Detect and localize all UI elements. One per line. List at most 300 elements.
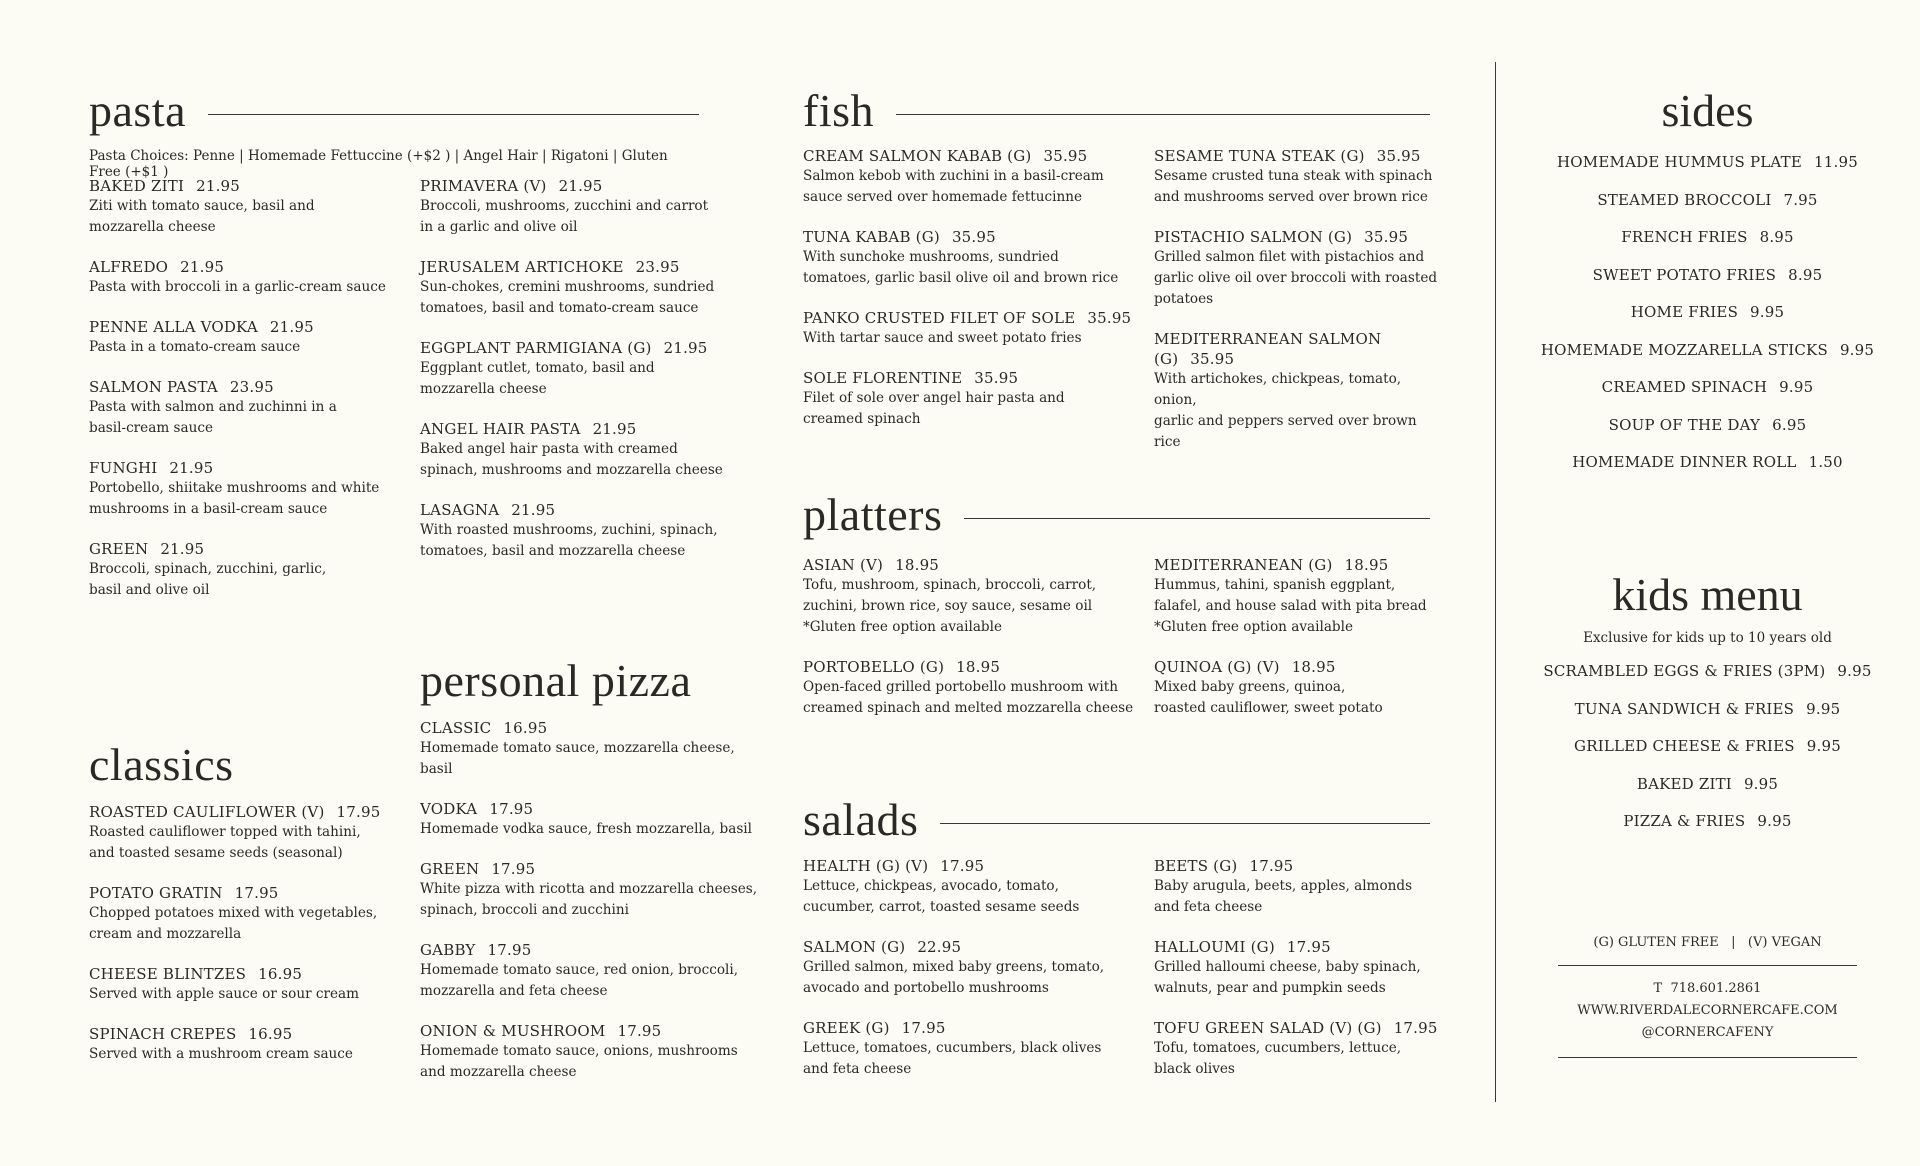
menu-item-description: creamed spinach — [803, 411, 921, 427]
list-item-price: 9.95 — [1743, 774, 1779, 793]
menu-item — [420, 799, 760, 840]
list-item — [1530, 369, 1885, 407]
menu-item-name: GABBY — [420, 941, 476, 959]
menu-item-name: GREEN — [420, 860, 480, 878]
list-item-price: 7.95 — [1783, 190, 1818, 209]
menu-item-description: spinach, broccoli and zucchini — [420, 902, 629, 918]
pizza-column — [420, 718, 760, 1083]
menu-item-description: Served with a mushroom cream sauce — [89, 1046, 353, 1062]
menu-item-name: GREEK (G) — [803, 1019, 890, 1037]
menu-item — [803, 146, 1143, 208]
menu-item-name: PORTOBELLO (G) — [803, 658, 945, 676]
menu-item-header — [89, 539, 409, 559]
menu-item — [803, 657, 1143, 719]
list-item-name: SOUP OF THE DAY — [1608, 415, 1761, 434]
menu-item-name: SOLE FLORENTINE — [803, 369, 963, 387]
column-divider — [1495, 62, 1496, 1102]
list-item-name: HOMEMADE HUMMUS PLATE — [1557, 153, 1803, 171]
menu-item-description: Salmon kebob with zuchini in a basil-cream — [803, 168, 1104, 184]
menu-item — [420, 1021, 760, 1083]
menu-item-description: falafel, and house salad with pita bread — [1154, 598, 1427, 614]
platters-rule — [964, 518, 1430, 519]
menu-item-price: 21.95 — [160, 540, 205, 558]
platters-right-column — [1154, 555, 1444, 719]
menu-item-header — [89, 377, 409, 397]
menu-item-name: TUNA KABAB (G) — [803, 228, 940, 246]
list-item — [1530, 803, 1885, 841]
list-item — [1530, 653, 1885, 691]
menu-item-price: 35.95 — [1190, 350, 1235, 368]
menu-item — [89, 176, 409, 238]
menu-item-name: BEETS (G) — [1154, 857, 1238, 875]
menu-item-name: ASIAN (V) — [803, 556, 884, 574]
list-item-name: GRILLED CHEESE & FRIES — [1574, 737, 1795, 755]
menu-item-name: CLASSIC — [420, 719, 492, 737]
list-item-price: 8.95 — [1759, 228, 1794, 246]
list-item-name: BAKED ZITI — [1636, 774, 1732, 793]
contact-info — [1558, 978, 1857, 1044]
menu-item — [803, 555, 1143, 638]
menu-item-header — [1154, 555, 1444, 575]
footer-rule-bottom — [1558, 1057, 1857, 1058]
menu-item — [803, 856, 1143, 918]
menu-item-header — [89, 458, 409, 478]
menu-item-name: PRIMAVERA (V) — [420, 177, 547, 195]
menu-item-price: 17.95 — [617, 1022, 662, 1040]
salads-rule — [940, 823, 1430, 824]
menu-item-price: 18.95 — [1291, 658, 1336, 676]
diet-legend: (G) GLUTEN FREE | (V) VEGAN — [1593, 935, 1822, 950]
menu-item — [1154, 1018, 1444, 1080]
menu-item-name: SPINACH CREPES — [89, 1025, 237, 1043]
menu-item-header — [89, 964, 409, 984]
menu-item-header — [420, 718, 760, 738]
menu-item-description: Pasta with salmon and zuchinni in a — [89, 399, 337, 415]
menu-item-name: POTATO GRATIN — [89, 884, 223, 902]
list-item-name: FRENCH FRIES — [1621, 228, 1748, 246]
list-item-price: 9.95 — [1757, 812, 1792, 830]
menu-item — [1154, 329, 1444, 453]
menu-item-description: *Gluten free option available — [803, 619, 1003, 635]
menu-item-description: avocado and portobello mushrooms — [803, 980, 1049, 996]
menu-item-description: Grilled salmon, mixed baby greens, tomato, — [803, 959, 1105, 975]
menu-item-description: zuchini, brown rice, soy sauce, sesame oil — [803, 598, 1093, 614]
menu-item-description: Baby arugula, beets, apples, almonds — [1154, 878, 1413, 894]
pizza-section — [420, 655, 750, 706]
menu-item-header — [420, 419, 750, 439]
menu-item-header — [89, 883, 409, 903]
list-item-price: 9.95 — [1837, 662, 1872, 680]
footer-rule-top — [1558, 965, 1857, 966]
menu-item — [1154, 856, 1444, 918]
menu-item-description: tomatoes, basil and mozzarella cheese — [420, 543, 686, 559]
menu-item-name: FUNGHI — [89, 459, 158, 477]
menu-item-price: 16.95 — [258, 965, 303, 983]
menu-item-price: 23.95 — [635, 258, 680, 276]
menu-item-description: Broccoli, spinach, zucchini, garlic, — [89, 561, 327, 577]
menu-item-name: PENNE ALLA VODKA — [89, 318, 258, 336]
menu-item-description: *Gluten free option available — [1154, 619, 1354, 635]
menu-item-description: and mozzarella cheese — [420, 1064, 577, 1080]
menu-item-header — [89, 257, 409, 277]
menu-item-description: Broccoli, mushrooms, zucchini and carrot — [420, 198, 709, 214]
menu-item-description: Served with apple sauce or sour cream — [89, 986, 360, 1002]
menu-item-price: 35.95 — [1364, 228, 1409, 246]
sides-title: sides — [1661, 85, 1754, 136]
menu-item — [89, 257, 409, 298]
menu-item-description: Baked angel hair pasta with creamed — [420, 441, 678, 457]
list-item-price: 8.95 — [1788, 265, 1823, 284]
menu-item-price: 35.95 — [951, 228, 996, 246]
menu-item-price: 22.95 — [917, 938, 962, 956]
list-item-price: 1.50 — [1808, 453, 1843, 471]
menu-item-price: 17.95 — [940, 857, 985, 875]
menu-item-header — [1154, 146, 1444, 166]
menu-item-description: potatoes — [1154, 291, 1214, 307]
menu-item-description: and mushrooms served over brown rice — [1154, 189, 1428, 205]
menu-item-header — [420, 859, 760, 879]
menu-item-description: mozzarella cheese — [89, 219, 216, 235]
menu-item-header — [803, 146, 1143, 166]
menu-item-name: ONION & MUSHROOM — [420, 1022, 606, 1040]
menu-item-price: 17.95 — [487, 941, 532, 959]
menu-item-name: QUINOA (G) (V) — [1154, 658, 1280, 676]
menu-item-name: ROASTED CAULIFLOWER (V) — [89, 803, 325, 821]
menu-item — [89, 883, 409, 945]
menu-item-name: GREEN — [89, 540, 149, 558]
website-link[interactable]: WWW.RIVERDALECORNERCAFE.COM — [1577, 1003, 1838, 1018]
menu-item-price: 35.95 — [1043, 147, 1088, 165]
menu-item-name: EGGPLANT PARMIGIANA (G) — [420, 339, 652, 357]
social-handle[interactable]: @CORNERCAFENY — [1641, 1025, 1774, 1040]
pasta-rule — [208, 114, 699, 115]
list-item-name: HOME FRIES — [1630, 303, 1739, 321]
menu-item-description: Sun-chokes, cremini mushrooms, sundried — [420, 279, 715, 295]
menu-item-header — [420, 1021, 760, 1041]
platters-left-column — [803, 555, 1143, 719]
menu-item — [1154, 657, 1444, 719]
menu-item-header — [420, 940, 760, 960]
list-item-name: PIZZA & FRIES — [1623, 812, 1746, 830]
menu-item-header — [803, 856, 1143, 876]
menu-item-name: CREAM SALMON KABAB (G) — [803, 147, 1032, 165]
list-item — [1530, 407, 1885, 445]
menu-item-header — [89, 176, 409, 196]
fish-left-column — [803, 146, 1143, 430]
menu-item-name: PANKO CRUSTED FILET OF SOLE — [803, 309, 1076, 327]
menu-item-description: White pizza with ricotta and mozzarella cheeses, — [420, 881, 758, 897]
menu-item — [420, 419, 750, 481]
menu-item-name: MEDITERRANEAN SALMON (G) — [1154, 330, 1382, 368]
menu-item-name: SESAME TUNA STEAK (G) — [1154, 147, 1365, 165]
menu-item-description: garlic and peppers served over brown rice — [1154, 413, 1417, 450]
menu-item — [1154, 146, 1444, 208]
menu-item-description: walnuts, pear and pumpkin seeds — [1154, 980, 1386, 996]
menu-item-name: TOFU GREEN SALAD (V) (G) — [1154, 1019, 1382, 1037]
menu-item-description: Homemade tomato sauce, mozzarella cheese, basil — [420, 740, 735, 777]
menu-item-header — [1154, 227, 1444, 247]
salads-section — [803, 794, 1430, 845]
menu-item-header — [89, 1024, 409, 1044]
list-item-name: TUNA SANDWICH & FRIES — [1574, 699, 1795, 718]
list-item-price: 9.95 — [1750, 303, 1785, 321]
menu-item-description: Eggplant cutlet, tomato, basil and — [420, 360, 655, 376]
menu-item-name: MEDITERRANEAN (G) — [1154, 556, 1333, 574]
menu-item — [89, 539, 409, 601]
list-item-price: 6.95 — [1772, 415, 1807, 434]
classics-column — [89, 802, 409, 1065]
fish-rule — [896, 114, 1430, 115]
menu-item-price: 18.95 — [956, 658, 1001, 676]
list-item-price: 11.95 — [1814, 153, 1858, 171]
menu-item-price: 18.95 — [895, 556, 940, 574]
menu-item — [803, 1018, 1143, 1080]
menu-item-price: 35.95 — [1376, 147, 1421, 165]
menu-item-description: cream and mozzarella — [89, 926, 242, 942]
menu-item-description: Pasta in a tomato-cream sauce — [89, 339, 301, 355]
menu-item-header — [420, 799, 760, 819]
menu-item-description: and feta cheese — [1154, 899, 1263, 915]
menu-item — [420, 338, 750, 400]
menu-item — [420, 859, 760, 921]
pasta-header — [89, 85, 699, 136]
list-item — [1530, 691, 1885, 729]
pasta-section — [89, 85, 699, 190]
menu-item-name: VODKA — [420, 800, 478, 818]
menu-item-description: and feta cheese — [803, 1061, 912, 1077]
menu-item-price: 21.95 — [592, 420, 637, 438]
list-item-name: HOMEMADE DINNER ROLL — [1572, 453, 1797, 471]
menu-item-header — [420, 176, 750, 196]
menu-item-description: Grilled halloumi cheese, baby spinach, — [1154, 959, 1421, 975]
menu-item-description: Ziti with tomato sauce, basil and — [89, 198, 315, 214]
menu-item-price: 16.95 — [248, 1025, 293, 1043]
menu-item — [803, 308, 1143, 349]
classics-title: classics — [89, 739, 234, 790]
list-item-name: SWEET POTATO FRIES — [1592, 265, 1777, 284]
menu-item-header — [420, 500, 750, 520]
menu-item-description: mushrooms in a basil-cream sauce — [89, 501, 328, 517]
menu-item-header — [1154, 329, 1444, 369]
menu-item-header — [89, 802, 409, 822]
fish-title: fish — [803, 85, 874, 136]
menu-item-description: mozzarella cheese — [420, 381, 547, 397]
menu-item — [89, 964, 409, 1005]
menu-item-name: HALLOUMI (G) — [1154, 938, 1275, 956]
list-item — [1530, 728, 1885, 766]
menu-item-description: basil and olive oil — [89, 582, 210, 598]
fish-section — [803, 85, 1430, 136]
menu-item-price: 35.95 — [974, 369, 1019, 387]
menu-item — [89, 802, 409, 864]
menu-item-header — [89, 317, 409, 337]
menu-item-description: in a garlic and olive oil — [420, 219, 578, 235]
menu-item-description: Homemade tomato sauce, red onion, broccoli, — [420, 962, 739, 978]
menu-item-price: 23.95 — [229, 378, 274, 396]
menu-item-description: and toasted sesame seeds (seasonal) — [89, 845, 343, 861]
menu-item-description: Homemade vodka sauce, fresh mozzarella, basil — [420, 821, 752, 837]
menu-item-price: 21.95 — [663, 339, 708, 357]
pasta-left-column — [89, 176, 409, 601]
menu-item-description: With artichokes, chickpeas, tomato, onion, — [1154, 371, 1402, 408]
salads-title: salads — [803, 794, 919, 845]
list-item-name: SCRAMBLED EGGS & FRIES (3PM) — [1543, 662, 1826, 680]
menu-item-price: 17.95 — [234, 884, 279, 902]
menu-item-price: 17.95 — [1249, 857, 1294, 875]
kids-title: kids menu — [1612, 569, 1803, 620]
menu-item-description: Lettuce, chickpeas, avocado, tomato, — [803, 878, 1059, 894]
menu-item-description: Grilled salmon filet with pistachios and — [1154, 249, 1425, 265]
menu-item-price: 17.95 — [1286, 938, 1331, 956]
menu-item-description: basil-cream sauce — [89, 420, 214, 436]
list-item — [1530, 332, 1885, 370]
classics-section — [89, 739, 409, 790]
menu-item-price: 16.95 — [503, 719, 548, 737]
menu-item-description: With roasted mushrooms, zuchini, spinach, — [420, 522, 718, 538]
menu-item-description: mozzarella and feta cheese — [420, 983, 608, 999]
menu-item-name: SALMON (G) — [803, 938, 906, 956]
menu-item-name: CHEESE BLINTZES — [89, 965, 247, 983]
list-item — [1530, 219, 1885, 257]
menu-item-description: Tofu, tomatoes, cucumbers, lettuce, — [1154, 1040, 1402, 1056]
menu-item-price: 21.95 — [558, 177, 603, 195]
kids-subtitle: Exclusive for kids up to 10 years old — [1583, 630, 1832, 646]
kids-section — [1530, 569, 1885, 646]
menu-item-description: tomatoes, garlic basil olive oil and brown rice — [803, 270, 1119, 286]
menu-item — [89, 377, 409, 439]
menu-item — [1154, 937, 1444, 999]
menu-item-price: 17.95 — [901, 1019, 946, 1037]
menu-item-price: 21.95 — [511, 501, 556, 519]
menu-item-description: With sunchoke mushrooms, sundried — [803, 249, 1059, 265]
menu-item — [420, 718, 760, 780]
list-item — [1530, 766, 1885, 804]
list-item — [1530, 257, 1885, 295]
menu-item — [89, 458, 409, 520]
menu-item-name: ALFREDO — [89, 258, 169, 276]
menu-item-description: tomatoes, basil and tomato-cream sauce — [420, 300, 699, 316]
menu-item-header — [1154, 657, 1444, 677]
menu-item-header — [803, 227, 1143, 247]
menu-item-description: creamed spinach and melted mozzarella cheese — [803, 700, 1134, 716]
menu-item-header — [1154, 937, 1444, 957]
menu-item-header — [1154, 856, 1444, 876]
menu-item-description: cucumber, carrot, toasted sesame seeds — [803, 899, 1080, 915]
menu-item-description: With tartar sauce and sweet potato fries — [803, 330, 1082, 346]
menu-item-header — [420, 257, 750, 277]
menu-item — [803, 227, 1143, 289]
menu-item-description: sauce served over homemade fettucinne — [803, 189, 1083, 205]
menu-item — [803, 937, 1143, 999]
menu-item-price: 18.95 — [1344, 556, 1389, 574]
menu-item-price: 21.95 — [269, 318, 314, 336]
menu-item-header — [1154, 1018, 1444, 1038]
sides-list — [1530, 144, 1885, 482]
menu-item-header — [420, 338, 750, 358]
kids-list — [1530, 653, 1885, 841]
menu-item-description: Mixed baby greens, quinoa, — [1154, 679, 1346, 695]
menu-item-name: PISTACHIO SALMON (G) — [1154, 228, 1353, 246]
menu-item-price: 17.95 — [489, 800, 534, 818]
menu-item-price: 17.95 — [336, 803, 381, 821]
menu-item-description: spinach, mushrooms and mozzarella cheese — [420, 462, 723, 478]
list-item — [1530, 182, 1885, 220]
menu-item-name: BAKED ZITI — [89, 177, 185, 195]
menu-item-description: Chopped potatoes mixed with vegetables, — [89, 905, 378, 921]
menu-item-header — [803, 308, 1143, 328]
menu-item — [420, 940, 760, 1002]
list-item-name: CREAMED SPINACH — [1601, 378, 1768, 396]
pasta-choices: Pasta Choices: Penne | Homemade Fettuccine (+$2 ) | Angel Hair | Rigatoni | Gluten Free (+$1 ) — [89, 148, 668, 180]
menu-item-price: 21.95 — [180, 258, 225, 276]
menu-item-description: Portobello, shiitake mushrooms and white — [89, 480, 380, 496]
list-item-price: 9.95 — [1839, 340, 1875, 359]
list-item-price: 9.95 — [1779, 378, 1814, 396]
menu-item-name: JERUSALEM ARTICHOKE — [420, 258, 624, 276]
menu-item — [89, 317, 409, 358]
menu-item — [89, 1024, 409, 1065]
footer-block — [1558, 935, 1857, 1058]
fish-right-column — [1154, 146, 1444, 453]
menu-item-description: Pasta with broccoli in a garlic-cream sauce — [89, 279, 386, 295]
menu-item — [420, 257, 750, 319]
menu-item-header — [803, 937, 1143, 957]
menu-item-name: SALMON PASTA — [89, 378, 218, 396]
pasta-title: pasta — [89, 85, 187, 136]
menu-item-price: 17.95 — [491, 860, 536, 878]
menu-item-price: 21.95 — [196, 177, 241, 195]
menu-item-name: ANGEL HAIR PASTA — [420, 420, 581, 438]
menu-item-description: Hummus, tahini, spanish eggplant, — [1154, 577, 1396, 593]
menu-item-description: Filet of sole over angel hair pasta and — [803, 390, 1065, 406]
menu-item-header — [803, 555, 1143, 575]
menu-item-description: Roasted cauliflower topped with tahini, — [89, 824, 361, 840]
menu-item-header — [803, 657, 1143, 677]
list-item-name: HOMEMADE MOZZARELLA STICKS — [1540, 340, 1828, 359]
menu-item-price: 17.95 — [1393, 1019, 1438, 1037]
menu-item — [1154, 555, 1444, 638]
platters-section — [803, 489, 1430, 540]
menu-item-price: 35.95 — [1087, 309, 1132, 327]
list-item — [1530, 444, 1885, 482]
menu-item-description: Sesame crusted tuna steak with spinach — [1154, 168, 1433, 184]
menu-item — [420, 500, 750, 562]
menu-item — [803, 368, 1143, 430]
menu-item-name: HEALTH (G) (V) — [803, 857, 929, 875]
menu-item-description: garlic olive oil over broccoli with roasted — [1154, 270, 1438, 286]
menu-item-description: Tofu, mushroom, spinach, broccoli, carrot, — [803, 577, 1097, 593]
salads-right-column — [1154, 856, 1444, 1080]
menu-item-header — [803, 1018, 1143, 1038]
sides-section — [1530, 85, 1885, 136]
menu-item-description: Lettuce, tomatoes, cucumbers, black olives — [803, 1040, 1102, 1056]
menu-item-price: 21.95 — [169, 459, 214, 477]
menu-item — [420, 176, 750, 238]
list-item-name: STEAMED BROCCOLI — [1597, 190, 1772, 209]
menu-item-description: Homemade tomato sauce, onions, mushrooms — [420, 1043, 738, 1059]
menu-item-header — [803, 368, 1143, 388]
list-item-price: 9.95 — [1806, 699, 1841, 718]
phone-number: T 718.601.2861 — [1653, 981, 1762, 996]
salads-left-column — [803, 856, 1143, 1080]
pasta-right-column — [420, 176, 750, 562]
menu-item-description: roasted cauliflower, sweet potato — [1154, 700, 1383, 716]
list-item — [1530, 294, 1885, 332]
menu-item-name: LASAGNA — [420, 501, 500, 519]
menu-item — [1154, 227, 1444, 310]
platters-title: platters — [803, 489, 943, 540]
pizza-title: personal pizza — [420, 655, 692, 706]
